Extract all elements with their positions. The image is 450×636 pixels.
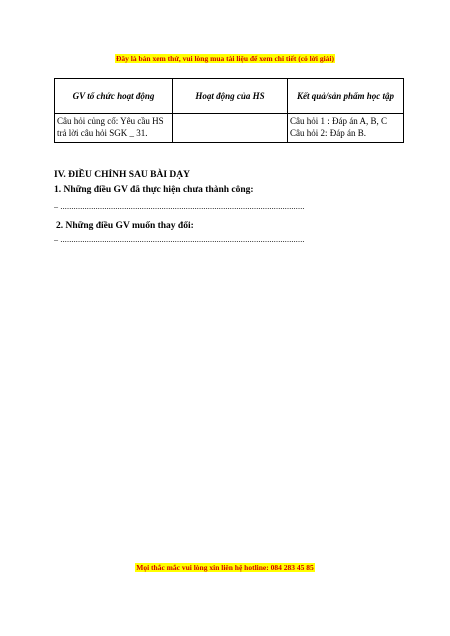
hotline-banner-text: Mọi thắc mắc vui lòng xin liên hệ hotline: 084 283 45 85 xyxy=(136,563,314,572)
dotted-line-1: – ............................................................................................................... xyxy=(54,202,305,211)
preview-banner xyxy=(0,54,450,63)
cell-teacher-activity: Câu hỏi củng cố: Yêu cầu HS trả lời câu hỏi SGK _ 31. xyxy=(55,114,173,143)
result-line-2: Câu hỏi 2: Đáp án B. xyxy=(290,128,366,138)
table-row xyxy=(55,114,404,143)
section-title: IV. ĐIỀU CHỈNH SAU BÀI DẠY xyxy=(54,170,191,180)
table-header-row xyxy=(55,79,404,114)
activity-table xyxy=(54,78,404,143)
result-line-1: Câu hỏi 1 : Đáp án A, B, C xyxy=(290,116,387,126)
header-teacher-activity: GV tổ chức hoạt động xyxy=(55,79,173,114)
preview-banner-text: Đây là bản xem thử, vui lòng mua tài liệu để xem chi tiết (có lời giải) xyxy=(115,54,335,63)
hotline-banner xyxy=(0,563,450,572)
subsection-title-1: 1. Những điều GV đã thực hiện chưa thành công: xyxy=(54,185,254,195)
subsection-title-2: 2. Những điều GV muốn thay đổi: xyxy=(56,221,194,231)
header-learning-result: Kết quả/sản phẩm học tập xyxy=(288,79,404,114)
cell-student-activity xyxy=(173,114,288,143)
dotted-line-2: – ............................................................................................................... xyxy=(54,235,305,244)
header-student-activity: Hoạt động của HS xyxy=(173,79,288,114)
cell-learning-result xyxy=(288,114,404,143)
